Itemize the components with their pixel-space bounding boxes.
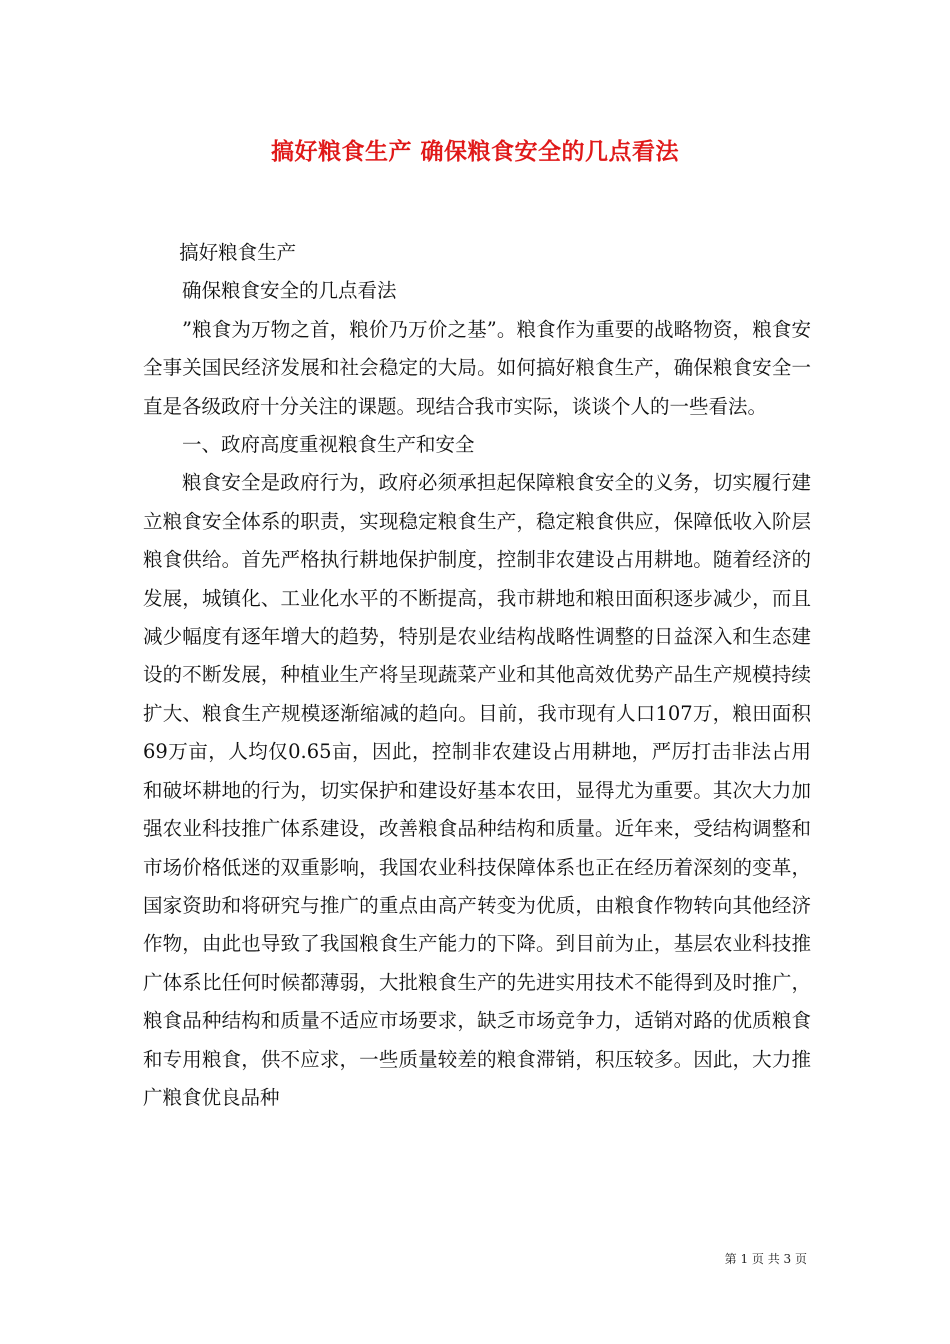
paragraph-subtitle-1: 搞好粮食生产 xyxy=(179,241,297,264)
document-title: 搞好粮食生产 确保粮食安全的几点看法 xyxy=(270,138,679,165)
paragraph-subtitle-2: 确保粮食安全的几点看法 xyxy=(182,279,397,303)
paragraph-section-1: 粮食安全是政府行为，政府必须承担起保障粮食安全的义务，切实履行建立粮食安全体系的职责，实现稳定粮食生产，稳定粮食供应，保障低收入阶层粮食供给。首先严格执行耕地保护制度，控制非农建设占用耕地。随着经济的发展，城镇化、工业化水平的不断提高，我市耕地和粮田面积逐步减少，而且减少幅度有逐年增大的趋势，特别是农业结构战略性调整的日益深入和生态建设的不断发展，种植业生产将呈现蔬菜产业和其他高效优势产品生产规模持续扩大、粮食生产规模逐渐缩减的趋向。目前，我市现有人口107万，粮田面积69万亩，人均仅0.65亩，因此，控制非农建设占用耕地，严厉打击非法占用和破坏耕地的行为，切实保护和建设好基本农田，显得尤为重要。其次大力加强农业科技推广体系建设，改善粮食品种结构和质量。近年来，受结构调整和市场价格低迷的双重影响，我国农业科技保障体系也正在经历着深刻的变革，国家资助和将研究与推广的重点由高产转变为优质，由粮食作物转向其他经济作物，由此也导致了我国粮食生产能力的下降。到目前为止，基层农业科技推广体系比任何时候都薄弱，大批粮食生产的先进实用技术不能得到及时推广，粮食品种结构和质量不适应市场要求，缺乏市场竞争力，适销对路的优质粮食和专用粮食，供不应求，一些质量较差的粮食滞销，积压较多。因此，大力推广粮食优良品种 xyxy=(143,471,811,1109)
document-body xyxy=(143,234,811,1117)
section-heading-1: 一、政府高度重视粮食生产和安全 xyxy=(182,433,475,457)
paragraph-intro: ”粮食为万物之首，粮价乃万价之基”。粮食作为重要的战略物资，粮食安全事关国民经济发展和社会稳定的大局。如何搞好粮食生产，确保粮食安全一直是各级政府十分关注的课题。现结合我市实际，谈谈个人的一些看法。 xyxy=(143,317,811,418)
page-number-footer: 第 1 页 共 3 页 xyxy=(724,1252,807,1266)
